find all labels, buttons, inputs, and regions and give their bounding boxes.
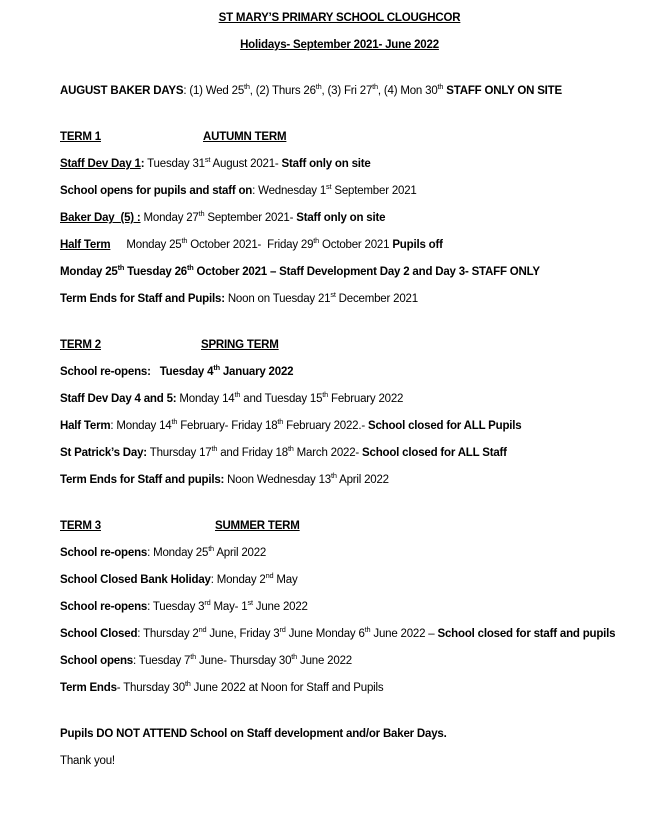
text-segment: School closed for ALL Staff bbox=[362, 447, 507, 459]
text-segment: School re-opens: Tuesday 4 bbox=[60, 366, 214, 378]
text-segment: Noon on Tuesday 21 bbox=[224, 293, 331, 305]
text-segment: : Thursday 2 bbox=[137, 628, 199, 640]
text-segment: : Monday 2 bbox=[210, 574, 266, 586]
ordinal-suffix: th bbox=[186, 263, 194, 273]
ordinal-suffix: th bbox=[315, 82, 322, 92]
text-segment: AUGUST BAKER DAYS bbox=[60, 85, 184, 97]
tab-spacer bbox=[110, 247, 126, 248]
text-segment: June 2022 – bbox=[370, 628, 438, 640]
paragraph bbox=[60, 724, 619, 745]
text-segment: Pupils DO NOT ATTEND School on Staff development and/or Baker Days. bbox=[60, 728, 447, 740]
text-segment: TERM 3 bbox=[60, 520, 101, 532]
text-segment: February- Friday 18 bbox=[177, 420, 278, 432]
paragraph bbox=[60, 543, 619, 564]
text-segment: June- Thursday 30 bbox=[196, 655, 292, 667]
text-segment: Term Ends for Staff and Pupils: bbox=[60, 293, 225, 305]
text-segment: Baker Day (5) : bbox=[60, 212, 141, 224]
text-segment: School opens bbox=[60, 655, 133, 667]
section-term-1-autumn bbox=[60, 127, 619, 310]
ordinal-suffix: rd bbox=[279, 625, 286, 635]
paragraph bbox=[60, 678, 619, 699]
text-segment: Tuesday 26 bbox=[124, 266, 187, 278]
paragraph bbox=[60, 570, 619, 591]
paragraph bbox=[60, 35, 619, 56]
tab-spacer bbox=[101, 139, 203, 140]
text-segment: January 2022 bbox=[219, 366, 294, 378]
section-term-2-spring bbox=[60, 335, 619, 491]
ordinal-suffix: th bbox=[364, 625, 371, 635]
section-header bbox=[60, 8, 619, 56]
ordinal-suffix: th bbox=[190, 652, 197, 662]
text-segment: February 2022 bbox=[328, 393, 404, 405]
ordinal-suffix: th bbox=[244, 82, 250, 92]
text-segment: October 2021- Friday 29 bbox=[187, 239, 314, 251]
text-segment: Term Ends bbox=[60, 682, 117, 694]
ordinal-suffix: th bbox=[437, 82, 444, 92]
text-segment: - Thursday 30 bbox=[116, 682, 185, 694]
text-segment: Tuesday 31 bbox=[144, 158, 205, 170]
paragraph bbox=[60, 8, 619, 29]
paragraph bbox=[60, 127, 619, 148]
text-segment: TERM 2 bbox=[60, 339, 101, 351]
text-segment: Thursday 17 bbox=[146, 447, 212, 459]
tab-spacer bbox=[101, 528, 215, 529]
ordinal-suffix: nd bbox=[198, 625, 207, 635]
text-segment: Holidays- September 2021- June 2022 bbox=[240, 39, 439, 51]
ordinal-suffix: th bbox=[117, 263, 125, 273]
text-segment: : Tuesday 7 bbox=[133, 655, 191, 667]
ordinal-suffix: th bbox=[208, 544, 214, 554]
paragraph bbox=[60, 154, 619, 175]
text-segment: Monday 25 bbox=[60, 266, 118, 278]
text-segment: June 2022 bbox=[252, 601, 308, 613]
text-segment: , (4) Mon 30 bbox=[377, 85, 438, 97]
text-segment: St Patrick’s Day: bbox=[60, 447, 147, 459]
text-segment: Half Term bbox=[60, 420, 111, 432]
text-segment: Monday 14 bbox=[176, 393, 235, 405]
paragraph bbox=[60, 416, 619, 437]
text-segment: and Tuesday 15 bbox=[240, 393, 323, 405]
ordinal-suffix: th bbox=[313, 236, 320, 246]
text-segment: June Monday 6 bbox=[285, 628, 365, 640]
section-term-3-summer bbox=[60, 516, 619, 699]
text-segment: SPRING TERM bbox=[200, 339, 279, 351]
text-segment: June 2022 at Noon for Staff and Pupils bbox=[190, 682, 384, 694]
ordinal-suffix: th bbox=[330, 471, 337, 481]
text-segment: Half Term bbox=[60, 239, 111, 251]
paragraph bbox=[60, 181, 619, 202]
paragraph bbox=[60, 289, 619, 310]
text-segment: School re-opens bbox=[60, 547, 148, 559]
text-segment: AUTUMN TERM bbox=[202, 131, 287, 143]
text-segment: March 2022- bbox=[293, 447, 363, 459]
paragraph bbox=[60, 651, 619, 672]
ordinal-suffix: rd bbox=[204, 598, 211, 608]
text-segment: School closed for staff and pupils bbox=[437, 628, 616, 640]
paragraph bbox=[60, 362, 619, 383]
text-segment: April 2022 bbox=[213, 547, 267, 559]
paragraph bbox=[60, 597, 619, 618]
text-segment: Noon Wednesday 13 bbox=[224, 474, 331, 486]
paragraph bbox=[60, 751, 619, 772]
document-body bbox=[60, 8, 619, 772]
text-segment: June, Friday 3 bbox=[206, 628, 280, 640]
text-segment: : bbox=[140, 158, 145, 170]
tab-spacer bbox=[101, 347, 201, 348]
text-segment: School closed for ALL Pupils bbox=[367, 420, 522, 432]
text-segment: , (3) Fri 27 bbox=[321, 85, 373, 97]
paragraph bbox=[60, 81, 619, 102]
text-segment: School re-opens bbox=[60, 601, 148, 613]
paragraph bbox=[60, 470, 619, 491]
text-segment: August 2021- bbox=[210, 158, 282, 170]
ordinal-suffix: st bbox=[204, 155, 211, 165]
ordinal-suffix: th bbox=[181, 236, 188, 246]
text-segment: Monday 27 bbox=[140, 212, 199, 224]
text-segment: STAFF ONLY ON SITE bbox=[446, 85, 562, 97]
text-segment: : Wednesday 1 bbox=[252, 185, 327, 197]
paragraph bbox=[60, 624, 619, 645]
text-segment: Monday 25 bbox=[126, 239, 182, 251]
paragraph bbox=[60, 262, 619, 283]
text-segment: Thank you! bbox=[60, 755, 115, 767]
ordinal-suffix: nd bbox=[265, 571, 274, 581]
ordinal-suffix: th bbox=[184, 679, 191, 689]
text-segment: September 2021 bbox=[331, 185, 417, 197]
text-segment: : (1) Wed 25 bbox=[183, 85, 245, 97]
ordinal-suffix: th bbox=[322, 390, 329, 400]
ordinal-suffix: st bbox=[326, 182, 332, 192]
text-segment: September 2021- bbox=[204, 212, 297, 224]
paragraph bbox=[60, 389, 619, 410]
text-segment: June 2022 bbox=[297, 655, 352, 667]
text-segment: and Friday 18 bbox=[217, 447, 288, 459]
ordinal-suffix: th bbox=[213, 363, 220, 373]
text-segment: May- 1 bbox=[210, 601, 248, 613]
text-segment: Staff only on site bbox=[296, 212, 386, 224]
text-segment: May bbox=[273, 574, 298, 586]
text-segment: ST MARY’S PRIMARY SCHOOL CLOUGHCOR bbox=[218, 12, 461, 24]
ordinal-suffix: st bbox=[330, 290, 336, 300]
ordinal-suffix: th bbox=[291, 652, 298, 662]
section-august-baker-days bbox=[60, 81, 619, 102]
ordinal-suffix: th bbox=[171, 417, 178, 427]
text-segment: April 2022 bbox=[336, 474, 389, 486]
ordinal-suffix: th bbox=[234, 390, 241, 400]
text-segment: October 2021 bbox=[319, 239, 393, 251]
text-segment: School opens for pupils and staff on bbox=[60, 185, 253, 197]
text-segment: , (2) Thurs 26 bbox=[249, 85, 316, 97]
section-footer-note bbox=[60, 724, 619, 772]
text-segment: Staff only on site bbox=[281, 158, 371, 170]
text-segment: Term Ends for Staff and pupils: bbox=[60, 474, 225, 486]
text-segment: December 2021 bbox=[335, 293, 418, 305]
text-segment: : Tuesday 3 bbox=[147, 601, 205, 613]
text-segment: SUMMER TERM bbox=[214, 520, 300, 532]
ordinal-suffix: th bbox=[211, 444, 218, 454]
text-segment: : Monday 25 bbox=[147, 547, 209, 559]
ordinal-suffix: th bbox=[198, 209, 205, 219]
paragraph bbox=[60, 235, 619, 256]
text-segment: Staff Dev Day 4 and 5: bbox=[60, 393, 177, 405]
text-segment: : Monday 14 bbox=[110, 420, 172, 432]
text-segment: School Closed bbox=[60, 628, 138, 640]
text-segment: Staff Dev Day 1 bbox=[60, 158, 141, 170]
paragraph bbox=[60, 516, 619, 537]
ordinal-suffix: th bbox=[287, 444, 294, 454]
paragraph bbox=[60, 335, 619, 356]
text-segment: TERM 1 bbox=[60, 131, 101, 143]
paragraph bbox=[60, 208, 619, 229]
ordinal-suffix: st bbox=[247, 598, 253, 608]
ordinal-suffix: th bbox=[372, 82, 378, 92]
text-segment: School Closed Bank Holiday bbox=[60, 574, 211, 586]
text-segment: February 2022.- bbox=[283, 420, 368, 432]
text-segment: October 2021 – Staff Development Day 2 and Day 3- STAFF ONLY bbox=[193, 266, 540, 278]
paragraph bbox=[60, 443, 619, 464]
ordinal-suffix: th bbox=[277, 417, 284, 427]
text-segment: Pupils off bbox=[392, 239, 443, 251]
